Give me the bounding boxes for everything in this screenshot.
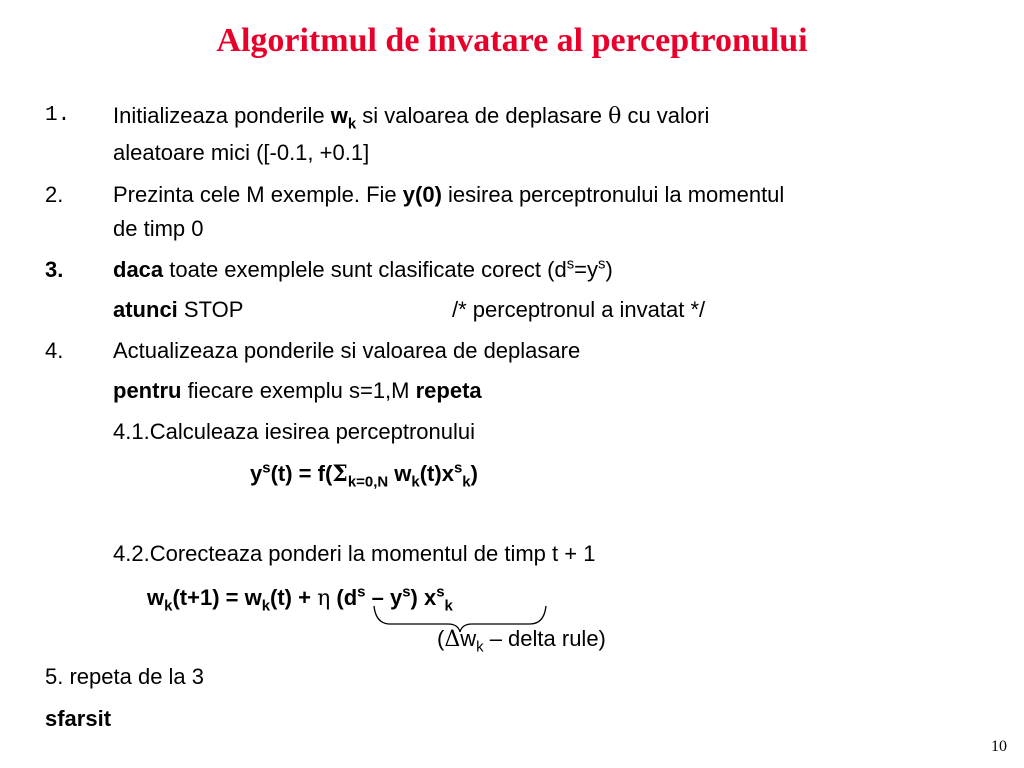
delta-w: w <box>460 626 477 651</box>
f2-s-sup-3: s <box>436 583 445 601</box>
w-symbol: w <box>330 103 348 128</box>
step-3-atunci-line <box>113 297 243 323</box>
f1-y: y <box>250 461 263 486</box>
delta-k-sub: k <box>476 638 484 656</box>
f1-s-sup: s <box>262 459 271 477</box>
step-4-text: Actualizeaza ponderile si valoarea de deplasare <box>113 338 581 363</box>
f2-d: – y <box>365 585 403 610</box>
step-1-text-a: Initializeaza ponderile <box>113 103 331 128</box>
f2-e: ) x <box>410 585 437 610</box>
f1-k-sub-2: k <box>462 473 471 491</box>
delta-rest: – delta rule) <box>483 626 606 651</box>
f2-s-sup-2: s <box>402 583 411 601</box>
f1-k-sub: k <box>411 473 420 491</box>
f2-w: w <box>147 585 165 610</box>
step-1-text-b: si valoarea de deplasare <box>356 103 609 128</box>
end-keyword: sfarsit <box>45 706 112 731</box>
step-1-text <box>113 103 710 133</box>
f2-k-sub-3: k <box>444 597 453 615</box>
f1-s-sup-2: s <box>453 459 463 477</box>
y0-symbol: y(0) <box>402 182 442 207</box>
theta-symbol: θ <box>608 104 622 129</box>
step-3-comment: /* perceptronul a invatat */ <box>452 297 706 322</box>
close-paren: ) <box>605 257 613 282</box>
f2-a: (t+1) = w <box>172 585 262 610</box>
s-superscript-2: s <box>598 255 606 273</box>
f2-k-sub: k <box>164 597 173 615</box>
slide-title: Algoritmul de invatare al perceptronului <box>216 22 808 59</box>
step-2-text-a: Prezinta cele M exemple. Fie <box>113 182 403 207</box>
step-4-1-text: 4.1.Calculeaza iesirea perceptronului <box>113 419 475 444</box>
step-4-pentru-line <box>113 378 482 404</box>
step-3-number: 3. <box>45 257 64 282</box>
f1-b: (t)x <box>419 461 454 486</box>
pentru-keyword: pentru <box>113 378 182 403</box>
delta-rule-label <box>437 626 606 656</box>
formula-output <box>250 459 478 491</box>
sum-range-subscript: k=0,N <box>347 473 389 491</box>
f1-c: ) <box>470 461 478 486</box>
step-2-text <box>113 182 784 208</box>
pentru-mid-text: fiecare exemplu s=1,M <box>181 378 416 403</box>
step-5-text: 5. repeta de la 3 <box>45 664 205 689</box>
stop-text: STOP <box>177 297 244 322</box>
repeta-keyword: repeta <box>415 378 482 403</box>
f2-c: (d <box>330 585 358 610</box>
s-superscript: s <box>566 255 575 273</box>
daca-keyword: daca <box>113 257 164 282</box>
k-subscript: k <box>347 115 357 133</box>
step-1-number: 1. <box>45 104 71 127</box>
sigma-symbol: Σ <box>332 461 348 487</box>
equals-y: =y <box>574 257 599 282</box>
f2-b: (t) + <box>270 585 318 610</box>
f2-k-sub-2: k <box>261 597 271 615</box>
page-number: 10 <box>991 738 1007 755</box>
step-2-line2: de timp 0 <box>113 216 204 241</box>
step-4-number: 4. <box>45 338 64 363</box>
f2-s-sup: s <box>357 583 366 601</box>
step-1-text-c: cu valori <box>621 103 710 128</box>
eta-symbol: η <box>317 586 331 611</box>
f1-w: w <box>388 461 412 486</box>
step-3-text-a: toate exemplele sunt clasificate corect (d <box>163 257 567 282</box>
step-2-text-b: iesirea perceptronului la momentul <box>441 182 785 207</box>
delta-open: ( <box>437 626 445 651</box>
delta-symbol: Δ <box>444 627 461 652</box>
step-2-number: 2. <box>45 182 64 207</box>
step-3-text <box>113 257 613 283</box>
step-1-line2: aleatoare mici ([-0.1, +0.1] <box>113 140 370 165</box>
f1-a: (t) = f( <box>270 461 333 486</box>
step-4-2-text: 4.2.Corecteaza ponderi la momentul de timp t + 1 <box>113 541 596 566</box>
atunci-keyword: atunci <box>113 297 178 322</box>
